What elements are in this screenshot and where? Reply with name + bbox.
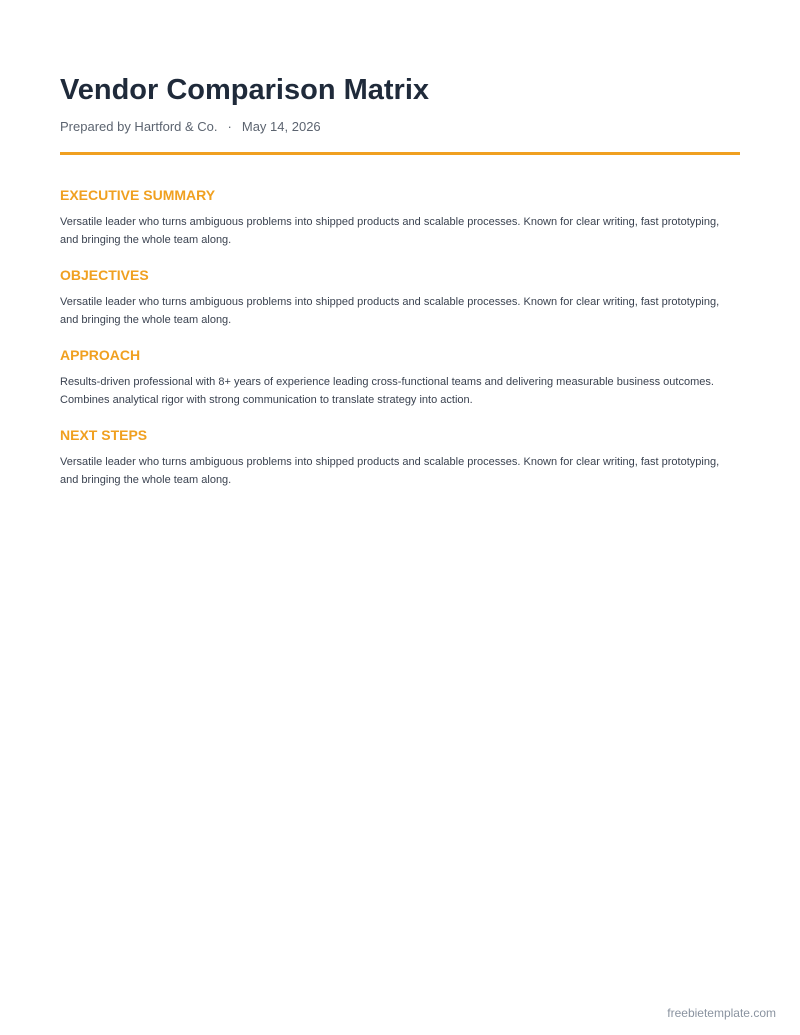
document-meta bbox=[60, 119, 321, 135]
section-body: Versatile leader who turns ambiguous problems into shipped products and scalable processes. Known for clear writing, fast prototyping, and bringing the whole team along. bbox=[60, 456, 720, 486]
section-heading: EXECUTIVE SUMMARY bbox=[60, 187, 216, 203]
document-title: Vendor Comparison Matrix bbox=[60, 74, 430, 106]
section-executive-summary bbox=[60, 185, 740, 265]
meta-separator: · bbox=[227, 119, 232, 134]
section-approach bbox=[60, 345, 740, 425]
section-body: Versatile leader who turns ambiguous problems into shipped products and scalable processes. Known for clear writing, fast prototyping, and bringing the whole team along. bbox=[60, 216, 720, 246]
section-heading: NEXT STEPS bbox=[60, 427, 148, 443]
section-body: Versatile leader who turns ambiguous problems into shipped products and scalable processes. Known for clear writing, fast prototyping, and bringing the whole team along. bbox=[60, 296, 720, 326]
section-objectives bbox=[60, 265, 740, 345]
sections-list bbox=[60, 185, 740, 505]
document-date: May 14, 2026 bbox=[241, 119, 321, 134]
prepared-by: Prepared by Hartford & Co. bbox=[60, 119, 218, 134]
header-divider bbox=[60, 152, 740, 155]
footer-watermark-link[interactable]: freebietemplate.com bbox=[667, 1006, 776, 1020]
section-heading: OBJECTIVES bbox=[60, 267, 149, 283]
section-next-steps bbox=[60, 425, 740, 505]
section-body: Results-driven professional with 8+ years of experience leading cross-functional teams and delivering measurable business outcomes. Combines analytical rigor with strong communication to translate strategy into action. bbox=[60, 376, 714, 406]
section-heading: APPROACH bbox=[60, 347, 141, 363]
